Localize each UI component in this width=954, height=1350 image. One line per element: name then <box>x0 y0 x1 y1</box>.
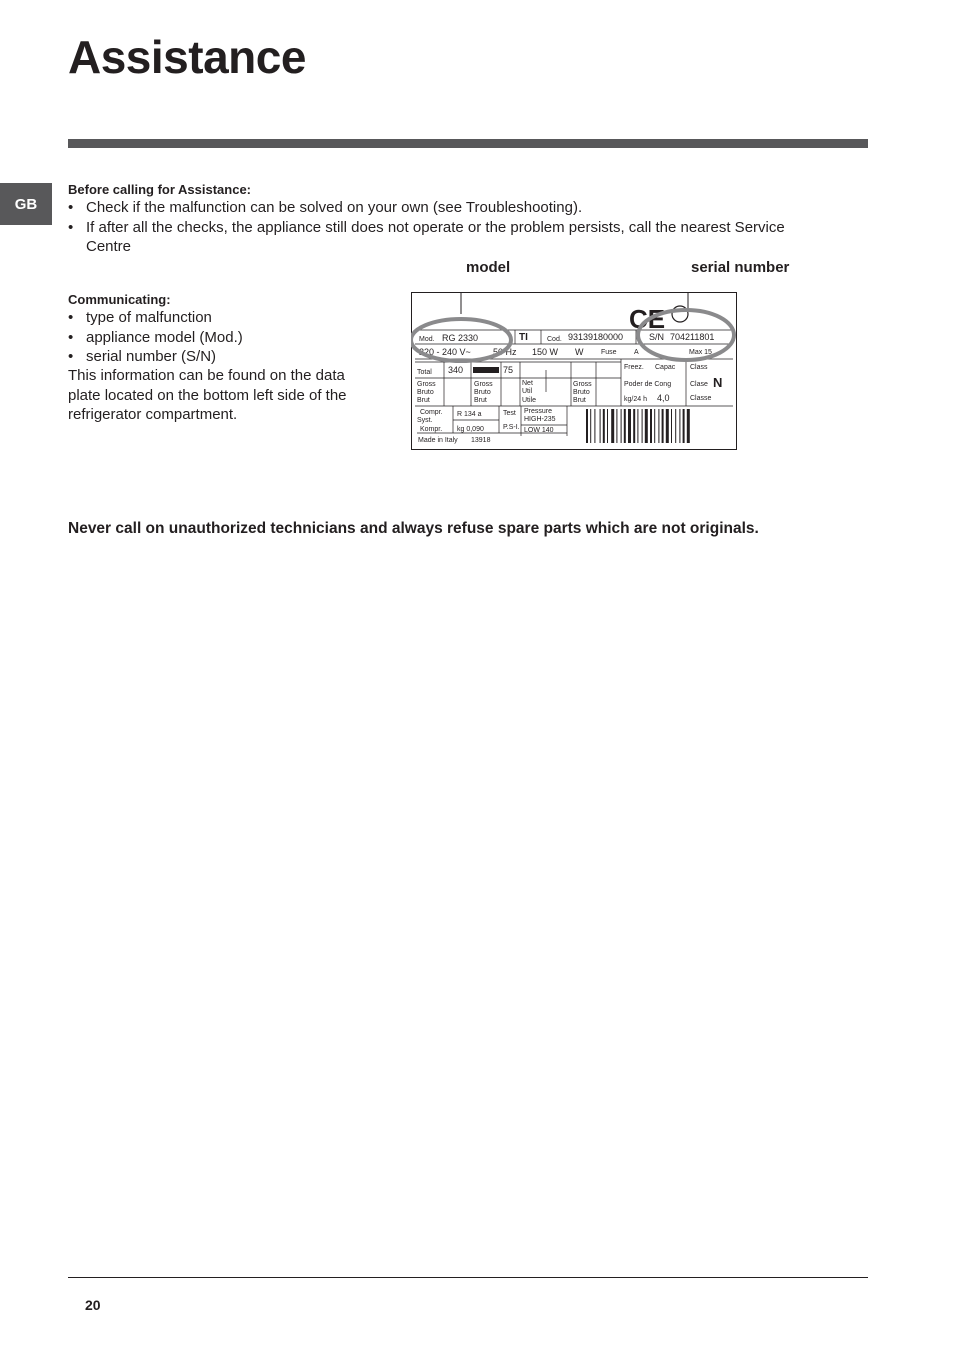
star-rating-icon <box>473 367 499 373</box>
plate-capac: Capac <box>655 364 676 371</box>
barcode-bar <box>679 409 680 443</box>
list-item: • If after all the checks, the appliance still does not operate or the problem persists, call the nearest Service Centre <box>68 218 785 255</box>
communicating-heading: Communicating: <box>68 292 171 307</box>
barcode-bar <box>594 409 595 443</box>
plate-watts: 150 W <box>532 347 559 357</box>
plate-cod-value: 93139180000 <box>568 332 624 342</box>
barcode-bar <box>675 409 676 443</box>
header-rule <box>68 139 868 148</box>
plate-fuse: Fuse <box>601 349 617 356</box>
barcode-bar <box>624 409 626 443</box>
ce-mark: CE <box>629 304 666 334</box>
model-label: model <box>466 259 511 276</box>
plate-syst: Syst. <box>417 417 433 424</box>
barcode-bar <box>650 409 652 443</box>
plate-psi: P.S-I. <box>503 424 520 431</box>
barcode-bar <box>590 409 591 443</box>
plate-hz: 50 Hz <box>493 347 517 357</box>
barcode-bar <box>662 409 664 443</box>
barcode-bar <box>637 409 638 443</box>
plate-refrigerant: R 134 a <box>457 411 482 418</box>
plate-low: LOW 140 <box>524 427 554 434</box>
plate-util: Util <box>522 388 533 395</box>
barcode-bar <box>658 409 659 443</box>
plate-made-code: 13918 <box>471 437 491 444</box>
plate-bruto-b: Bruto <box>474 389 491 396</box>
plate-gross: Gross <box>417 381 436 388</box>
plate-amp: A <box>634 349 639 356</box>
plate-poder: Poder de Cong <box>624 381 672 388</box>
data-plate-description: This information can be found on the data plate located on the bottom left side of the refrigerator compartment. <box>68 367 347 423</box>
barcode-bar <box>666 409 669 443</box>
barcode-bar <box>616 409 617 443</box>
plate-utile: Utile <box>522 397 537 404</box>
page-number: 20 <box>85 1297 101 1313</box>
plate-brut-c: Brut <box>573 397 586 404</box>
barcode-bar <box>600 409 601 443</box>
plate-high: HIGH-235 <box>524 416 556 423</box>
plate-test: Test <box>503 410 516 417</box>
plate-class-value: N <box>713 375 723 390</box>
barcode-bar <box>628 409 631 443</box>
before-calling-heading: Before calling for Assistance: <box>68 182 252 197</box>
language-tab: GB <box>0 183 52 225</box>
barcode-bar <box>645 409 648 443</box>
barcode-bar <box>683 409 685 443</box>
list-item: • Check if the malfunction can be solved on your own (see Troubleshooting). <box>68 199 583 216</box>
plate-made-in: Made in Italy <box>418 437 458 444</box>
plate-bruto-c: Bruto <box>573 389 590 396</box>
plate-brut: Brut <box>417 397 430 404</box>
barcode-bar <box>633 409 635 443</box>
plate-serial-value: 704211801 <box>670 332 715 342</box>
plate-gross-c: Gross <box>573 381 592 388</box>
plate-lamp: W <box>575 347 584 357</box>
plate-pressure: Pressure <box>524 408 553 415</box>
plate-net: Net <box>522 380 533 387</box>
plate-star-value: 75 <box>503 365 514 375</box>
plate-model-value: RG 2330 <box>442 333 479 343</box>
footer-rule <box>68 1277 868 1278</box>
serial-number-label: serial number <box>691 259 790 276</box>
barcode-bar <box>654 409 655 443</box>
plate-total-label: Total <box>417 369 432 376</box>
communicating-list <box>68 308 368 367</box>
list-item: • serial number (S/N) <box>68 348 217 365</box>
plate-sn-label: S/N <box>649 332 665 342</box>
plate-class: Class <box>690 364 708 371</box>
list-item: • type of malfunction <box>68 309 212 326</box>
page-title: Assistance <box>68 31 306 83</box>
warning-text: Never call on unauthorized technicians and always refuse spare parts which are not originals. <box>68 520 759 537</box>
plate-bruto: Bruto <box>417 389 434 396</box>
plate-voltage: 220 - 240 V~ <box>419 347 471 357</box>
data-plate-figure <box>411 292 737 450</box>
plate-kg24: kg/24 h <box>624 396 647 403</box>
plate-refrigerant-kg: kg 0,090 <box>457 426 484 433</box>
barcode-bar <box>687 409 690 443</box>
barcode-bar <box>621 409 622 443</box>
plate-clase: Clase <box>690 381 708 388</box>
barcode-bar <box>611 409 614 443</box>
plate-compr: Compr. <box>420 409 443 416</box>
barcode-bar <box>603 409 605 443</box>
plate-max: Max 15 <box>689 349 712 356</box>
plate-gross-b: Gross <box>474 381 493 388</box>
plate-kompr: Kompr. <box>420 426 443 433</box>
plate-kg24-value: 4,0 <box>657 393 670 403</box>
before-calling-list <box>68 198 828 257</box>
plate-classe: Classe <box>690 395 712 402</box>
plate-freez: Freez. <box>624 364 644 371</box>
barcode-bar <box>586 409 588 443</box>
barcode-bar <box>607 409 608 443</box>
plate-total-value: 340 <box>448 365 464 375</box>
plate-cod-label: Cod. <box>547 336 562 343</box>
list-item: • appliance model (Mod.) <box>68 328 243 346</box>
barcode-bar <box>642 409 643 443</box>
barcode-bar <box>671 409 672 443</box>
plate-ti: TI <box>519 332 528 343</box>
plate-brut-b: Brut <box>474 397 487 404</box>
plate-mod-label: Mod. <box>419 336 435 343</box>
